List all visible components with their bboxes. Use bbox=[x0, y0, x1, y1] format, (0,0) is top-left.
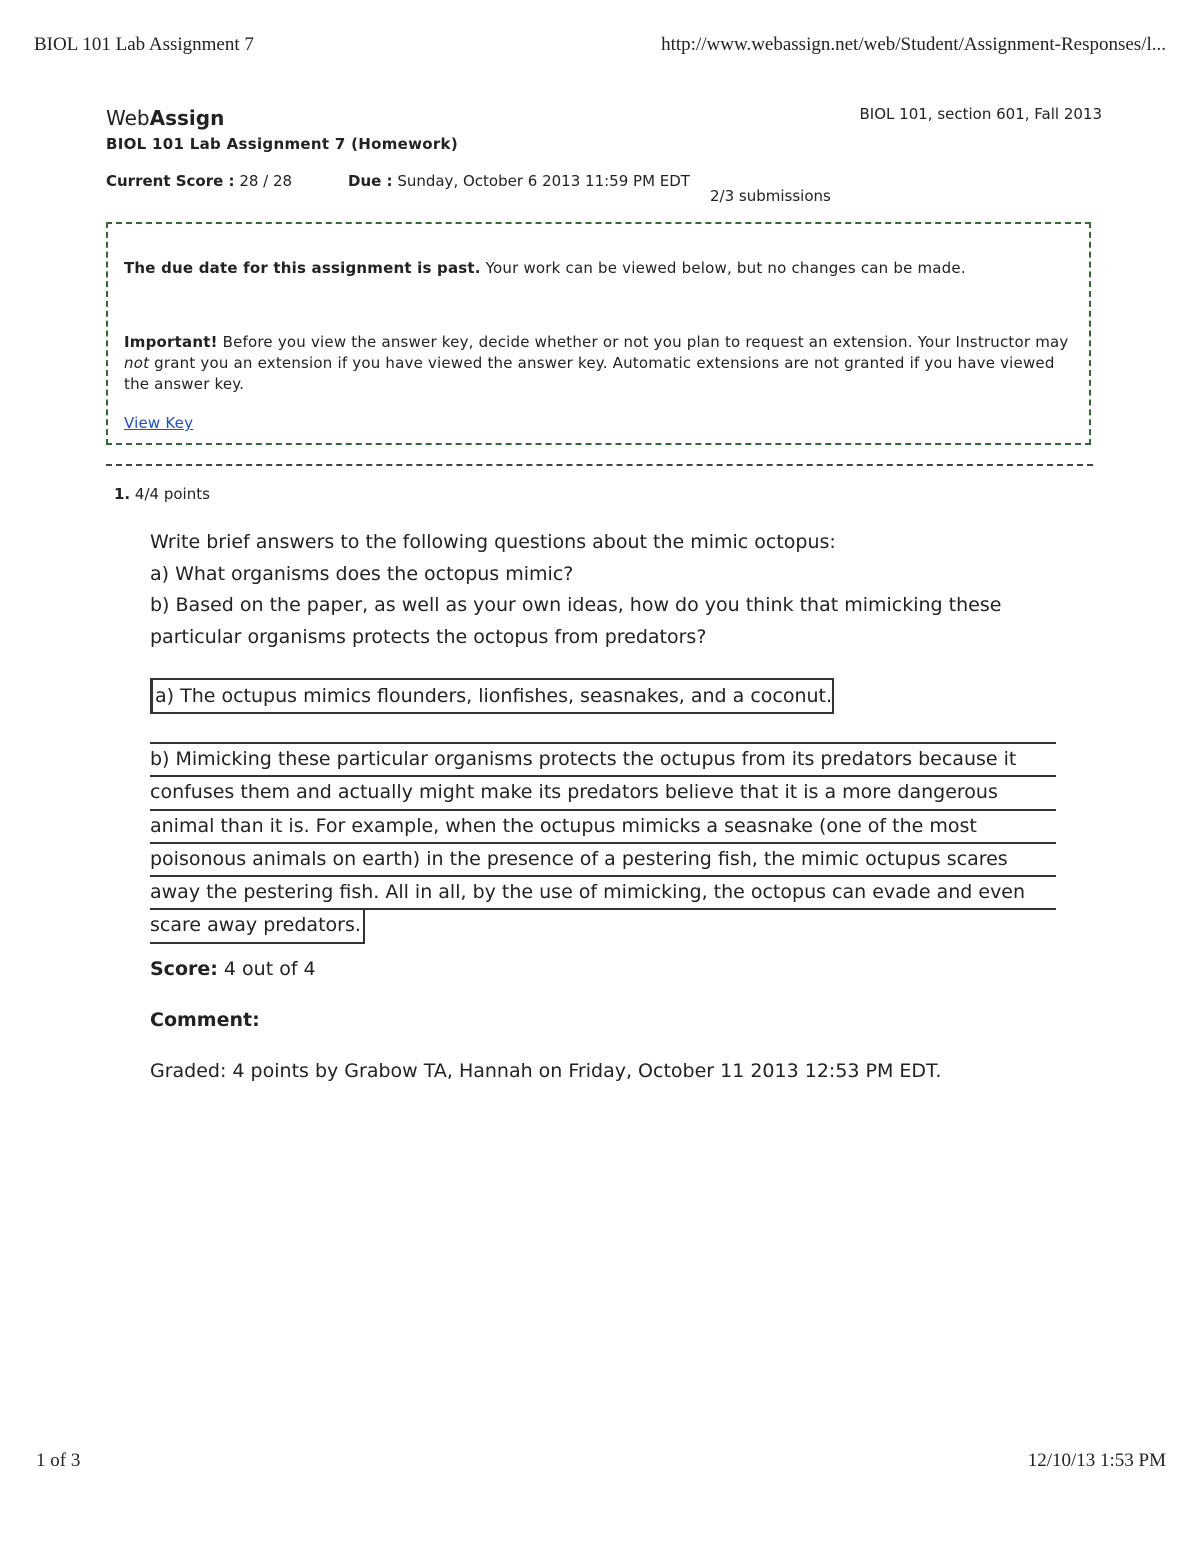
current-score-label: Current Score : bbox=[106, 172, 235, 190]
important-emphasis: not bbox=[124, 354, 150, 372]
logo-part-assign: Assign bbox=[149, 106, 225, 130]
print-footer-page: 1 of 3 bbox=[36, 1450, 81, 1471]
answer-b-line: animal than it is. For example, when the octupus mimicks a seasnake (one of the most bbox=[150, 811, 1056, 844]
due-date-notice bbox=[106, 222, 1091, 445]
important-text-1: Before you view the answer key, decide whether or not you plan to request an extension. Your Instructor may bbox=[222, 333, 1069, 351]
assignment-title: BIOL 101 Lab Assignment 7 (Homework) bbox=[106, 135, 458, 153]
important-bold: Important! bbox=[124, 333, 218, 351]
due-value: Sunday, October 6 2013 11:59 PM EDT bbox=[397, 172, 690, 190]
due-label: Due : bbox=[348, 172, 393, 190]
current-score bbox=[106, 172, 292, 190]
answer-b-line: b) Mimicking these particular organisms protects the octupus from its predators because it bbox=[150, 744, 1056, 777]
question-line: b) Based on the paper, as well as your own ideas, how do you think that mimicking these bbox=[150, 594, 1002, 616]
answer-b-line: poisonous animals on earth) in the presence of a pestering fish, the mimic octupus scares bbox=[150, 844, 1056, 877]
submissions-count: 2/3 submissions bbox=[710, 187, 831, 205]
answer-b-field bbox=[150, 742, 1056, 944]
graded-info: Graded: 4 points by Grabow TA, Hannah on Friday, October 11 2013 12:53 PM EDT. bbox=[150, 1060, 942, 1082]
answer-b-line: away the pestering fish. All in all, by the use of mimicking, the octopus can evade and even bbox=[150, 877, 1056, 910]
print-header-title: BIOL 101 Lab Assignment 7 bbox=[34, 34, 254, 55]
webassign-logo bbox=[106, 106, 224, 130]
score-label: Score: bbox=[150, 958, 218, 980]
course-info: BIOL 101, section 601, Fall 2013 bbox=[859, 105, 1102, 123]
current-score-value: 28 / 28 bbox=[239, 172, 293, 190]
comment-label: Comment: bbox=[150, 1009, 260, 1031]
question-line: particular organisms protects the octopus from predators? bbox=[150, 625, 707, 648]
section-divider bbox=[106, 464, 1093, 466]
question-line: a) What organisms does the octopus mimic? bbox=[150, 562, 574, 585]
past-due-text: Your work can be viewed below, but no changes can be made. bbox=[485, 259, 966, 277]
answer-a-field: a) The octupus mimics flounders, lionfishes, seasnakes, and a coconut. bbox=[150, 678, 834, 714]
question-line: Write brief answers to the following questions about the mimic octopus: bbox=[150, 531, 836, 553]
print-header-url: http://www.webassign.net/web/Student/Assignment-Responses/l... bbox=[661, 34, 1166, 55]
answer-b-line: confuses them and actually might make its predators believe that it is a more dangerous bbox=[150, 777, 1056, 810]
score-value: 4 out of 4 bbox=[223, 958, 316, 980]
question-text bbox=[150, 527, 1080, 653]
important-text-2: grant you an extension if you have viewed the answer key. Automatic extensions are not granted if you have viewed the answer key. bbox=[124, 354, 1055, 393]
due-date bbox=[348, 172, 690, 190]
question-header bbox=[114, 485, 210, 503]
view-key-link[interactable]: View Key bbox=[124, 414, 194, 432]
print-footer-timestamp: 12/10/13 1:53 PM bbox=[1027, 1450, 1166, 1471]
important-message bbox=[124, 332, 1074, 395]
question-points: 4/4 points bbox=[134, 485, 210, 503]
question-number: 1. bbox=[114, 485, 131, 503]
past-due-message bbox=[124, 258, 1074, 279]
past-due-bold: The due date for this assignment is past. bbox=[124, 259, 481, 277]
answer-b-line: scare away predators. bbox=[150, 910, 365, 943]
question-score bbox=[150, 958, 316, 980]
logo-part-web: Web bbox=[106, 106, 150, 130]
